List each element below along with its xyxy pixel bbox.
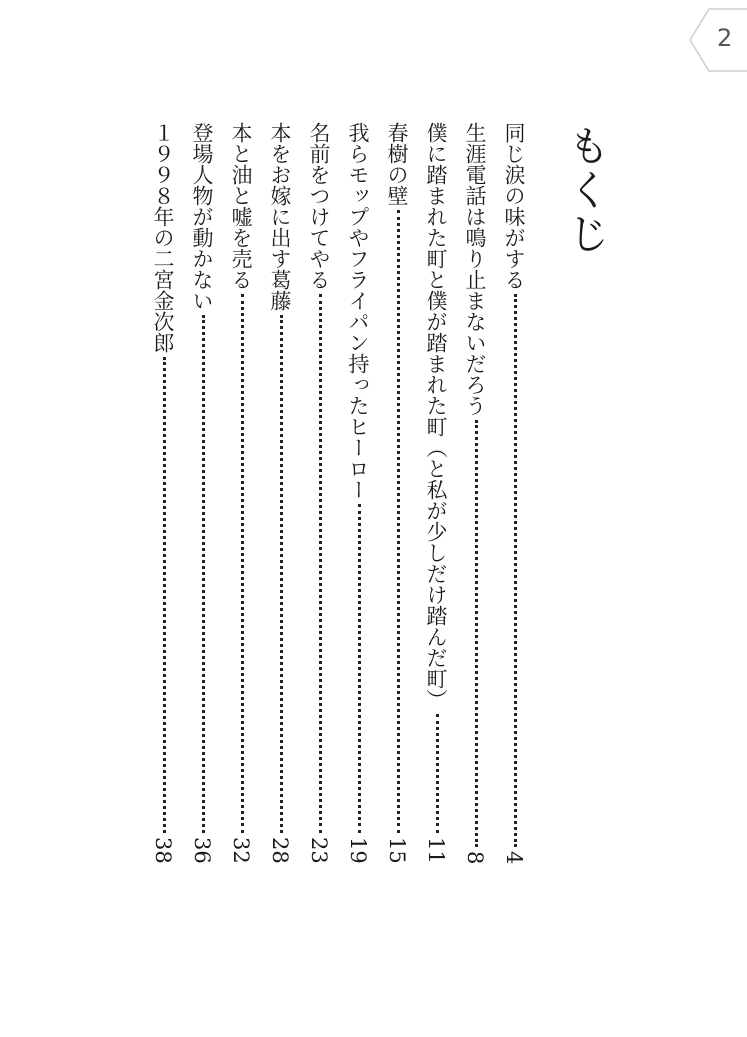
toc-entry-title: 生涯電話は鳴り止まないだろう (463, 122, 487, 416)
dotted-leader (241, 294, 244, 833)
toc-entry-title: 名前をつけてやる (307, 122, 331, 290)
toc-entry-page: 32 (229, 837, 253, 864)
toc-entry[interactable] (498, 122, 530, 864)
dotted-leader (514, 294, 517, 847)
toc-entry-title: 同じ涙の味がする (502, 122, 526, 290)
page-number: 2 (717, 24, 733, 52)
toc-entry[interactable] (225, 122, 257, 864)
toc-entry-title: １９９８年の二宮金次郎 (151, 122, 175, 353)
toc-entry[interactable] (147, 122, 179, 864)
dotted-leader (475, 420, 478, 847)
dotted-leader (397, 210, 400, 833)
toc-entry-page: 36 (190, 837, 214, 864)
dotted-leader (358, 504, 361, 833)
toc-entry-title: 我らモップやフライパン持ったヒーロー (346, 122, 370, 500)
toc-title: もくじ (562, 124, 611, 256)
toc-entry-page: 11 (424, 837, 448, 864)
toc-entry[interactable] (381, 122, 413, 864)
dotted-leader (436, 714, 439, 833)
toc-entry-title: 登場人物が動かない (190, 122, 214, 311)
toc-entry-page: 19 (346, 837, 370, 864)
page-number-tab (689, 8, 747, 70)
toc-entry-title: 本と油と嘘を売る (229, 122, 253, 290)
toc-entry-page: 15 (385, 837, 409, 864)
dotted-leader (202, 315, 205, 833)
toc-entry[interactable] (264, 122, 296, 864)
dotted-leader (280, 315, 283, 833)
toc-entry-page: 23 (307, 837, 331, 864)
toc-entry-page: 4 (502, 850, 526, 864)
toc-entry-title: 僕に踏まれた町と僕が踏まれた町（と私が少しだけ踏んだ町） (424, 122, 448, 710)
toc-entry[interactable] (186, 122, 218, 864)
toc-list (150, 122, 530, 882)
dotted-leader (163, 357, 166, 833)
toc-entry[interactable] (420, 122, 452, 864)
toc-entry[interactable] (459, 122, 491, 864)
dotted-leader (319, 294, 322, 833)
toc-entry[interactable] (303, 122, 335, 864)
toc-entry[interactable] (342, 122, 374, 864)
toc-entry-title: 春樹の壁 (385, 122, 409, 206)
toc-entry-page: 38 (151, 837, 175, 864)
toc-entry-page: 28 (268, 837, 292, 864)
toc-entry-title: 本をお嫁に出す葛藤 (268, 122, 292, 311)
toc-entry-page: 8 (463, 850, 487, 864)
